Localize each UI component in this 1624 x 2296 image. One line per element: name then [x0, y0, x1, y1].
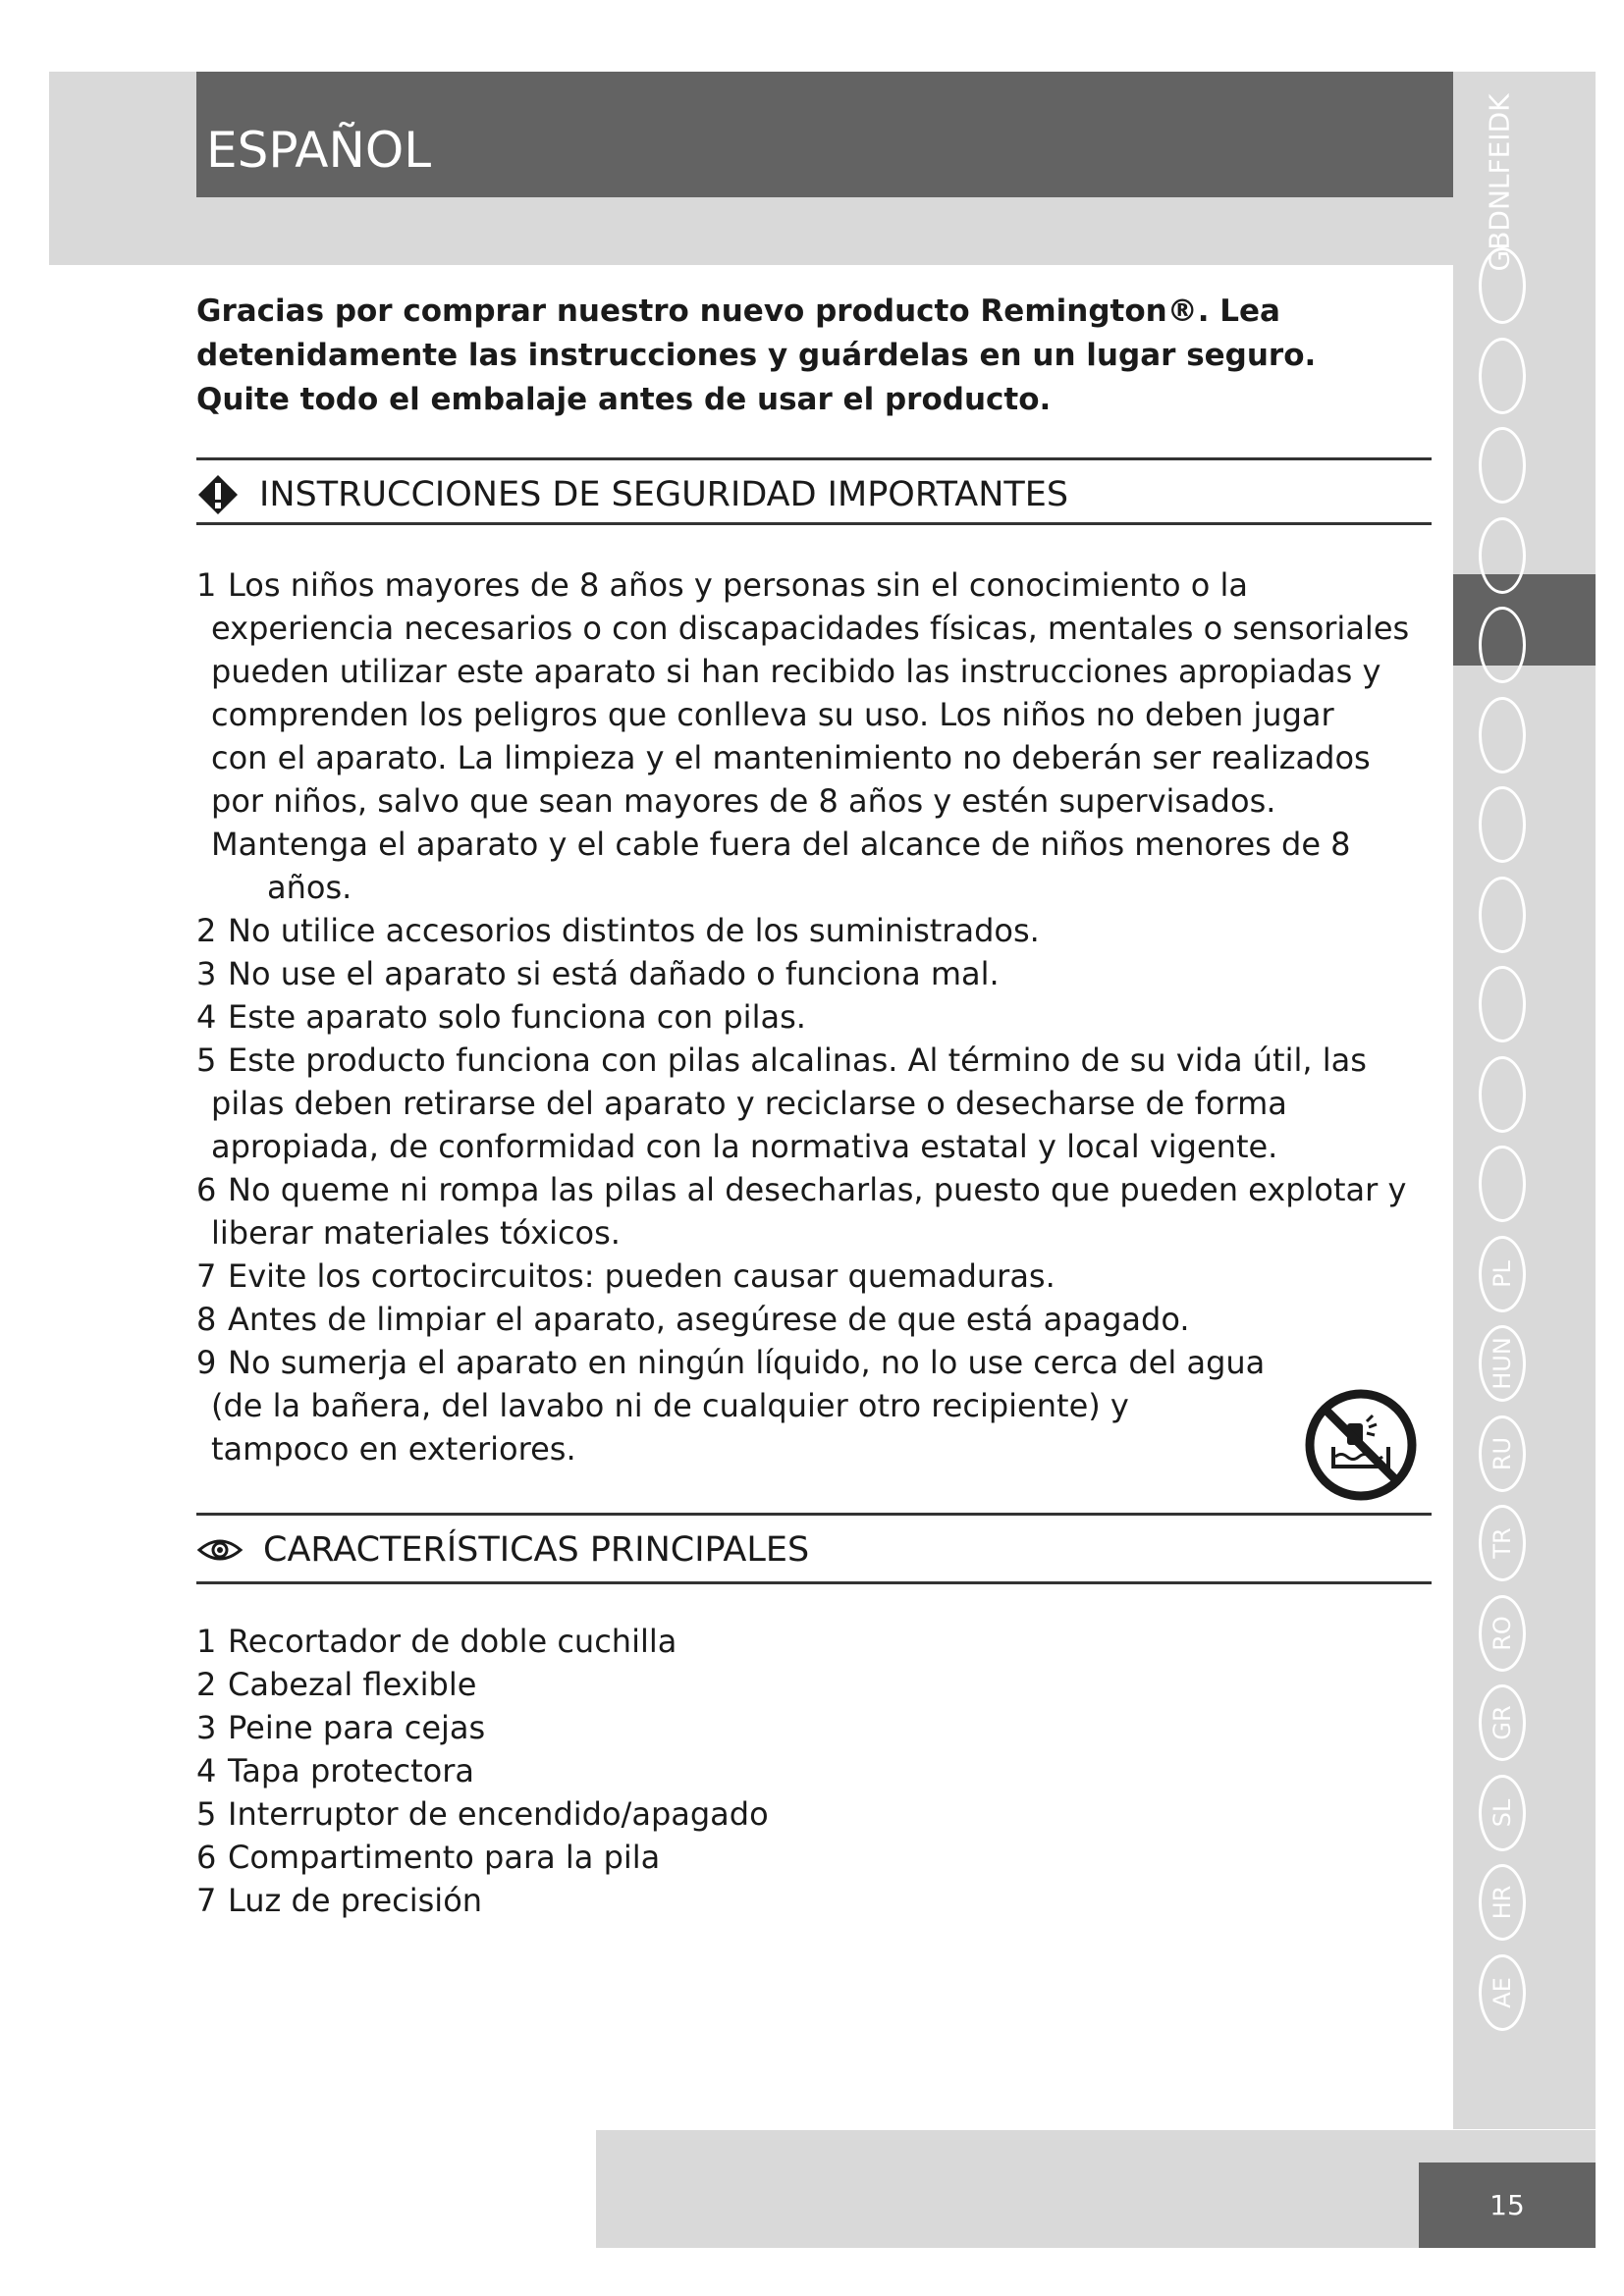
section-divider — [196, 522, 1432, 525]
language-tab-label: GR — [1489, 1705, 1516, 1740]
language-tab-label: TR — [1489, 1527, 1516, 1559]
features-list — [196, 1620, 769, 1922]
language-tab[interactable] — [1479, 1864, 1526, 1941]
section-divider — [196, 1513, 1432, 1516]
no-water-icon — [1304, 1388, 1418, 1502]
list-item: 1 Los niños mayores de 8 años y personas sin el conocimiento o la — [196, 566, 1248, 604]
section-divider — [196, 457, 1432, 460]
language-tab[interactable] — [1479, 1325, 1526, 1402]
list-item: 9 No sumerja el aparato en ningún líquido, no lo use cerca del agua — [196, 1344, 1266, 1381]
language-tab-label: RO — [1489, 1616, 1516, 1651]
language-tab[interactable] — [1479, 1595, 1526, 1672]
list-item: 2 Cabezal flexible — [196, 1666, 477, 1703]
language-tab-label: SL — [1489, 1798, 1516, 1828]
intro-line: detenidamente las instrucciones y guárdelas en un lugar seguro. — [196, 338, 1317, 373]
language-tab-label: AE — [1489, 1977, 1516, 2008]
list-item: 4 Tapa protectora — [196, 1752, 475, 1789]
list-item: 6 Compartimento para la pila — [196, 1839, 661, 1876]
intro-line: Gracias por comprar nuestro nuevo producto Remington®. Lea — [196, 294, 1280, 329]
safety-list: 1 Los niños mayores de 8 años y personas sin el conocimiento o la experiencia necesarios o con discapacidades físicas, mentales o sensoriales pueden utilizar este aparato si han recibido las instrucciones apropiadas y comprenden los peligros que conlleva su uso. Los niños no deben jugar con el aparato. La limpieza y el mantenimiento no deberán ser realizados por niños, salvo que sean mayores de 8 años y estén supervisados. Mantenga el aparato y el cable fuera del alcance de niños menores de 8 años. 2 No utilice accesorios distintos de los suministrados. 3 No use el aparato si está dañado o funciona mal. 4 Este aparato solo funciona con pilas. 5 Este producto funciona con pilas alcalinas. Al término de su vida útil, las pilas deben retirarse del aparato y reciclarse o desecharse de forma apropiada, de conformidad con la normativa estatal y local vigente. 6 No queme ni rompa las pilas al desecharlas, puesto que pueden explotar y liberar materiales tóxicos. 7 Evite los cortocircuitos: pueden causar quemaduras. 8 Antes de limpiar el aparato, asegúrese de que está apagado. 9 No sumerja el aparato en ningún líquido, no lo use cerca del agua (de la bañera, del lavabo ni de cualquier otro recipiente) y tampoco en exteriores. — [196, 563, 1409, 1470]
page-number-box — [1419, 2163, 1596, 2248]
language-tab[interactable] — [1479, 427, 1526, 504]
language-tab-label: HUN — [1489, 1337, 1516, 1390]
list-item: 3 Peine para cejas — [196, 1709, 486, 1746]
language-code-list: GBDNLFEIDK — [1483, 93, 1516, 272]
list-item: 1 Recortador de doble cuchilla — [196, 1623, 677, 1660]
language-tab-label: RU — [1489, 1436, 1516, 1471]
language-tab[interactable] — [1479, 607, 1526, 683]
list-item: 8 Antes de limpiar el aparato, asegúrese de que está apagado. — [196, 1301, 1190, 1338]
title-bar — [196, 72, 1453, 197]
language-tab[interactable] — [1479, 1146, 1526, 1222]
features-heading — [196, 1519, 809, 1581]
language-tab-label: HR — [1489, 1885, 1516, 1920]
page-number: 15 — [1489, 2189, 1525, 2221]
intro-line: Quite todo el embalaje antes de usar el producto. — [196, 382, 1052, 417]
list-item: 7 Evite los cortocircuitos: pueden causar quemaduras. — [196, 1257, 1056, 1295]
language-tab[interactable] — [1479, 1954, 1526, 2031]
safety-heading — [196, 463, 1068, 526]
list-item: 2 No utilice accesorios distintos de los suministrados. — [196, 912, 1040, 949]
language-tab[interactable] — [1479, 338, 1526, 414]
language-tab[interactable] — [1479, 697, 1526, 774]
language-tab[interactable] — [1479, 877, 1526, 953]
language-tab[interactable] — [1479, 1775, 1526, 1851]
language-tab[interactable] — [1479, 517, 1526, 594]
intro-text — [196, 290, 1424, 422]
list-item: 6 No queme ni rompa las pilas al desecharlas, puesto que pueden explotar y — [196, 1171, 1407, 1208]
list-item: 3 No use el aparato si está dañado o funciona mal. — [196, 955, 1000, 992]
list-item: 5 Interruptor de encendido/apagado — [196, 1795, 769, 1833]
language-tab[interactable] — [1479, 1505, 1526, 1581]
safety-heading-text: INSTRUCCIONES DE SEGURIDAD IMPORTANTES — [259, 475, 1069, 514]
language-tab[interactable] — [1479, 786, 1526, 863]
list-item: 4 Este aparato solo funciona con pilas. — [196, 998, 806, 1036]
language-tab[interactable] — [1479, 966, 1526, 1042]
language-tab-label: PL — [1489, 1260, 1516, 1288]
language-tab[interactable] — [1479, 1236, 1526, 1312]
eye-icon — [196, 1536, 244, 1564]
features-heading-text: CARACTERÍSTICAS PRINCIPALES — [263, 1530, 810, 1570]
language-tab[interactable] — [1479, 1684, 1526, 1761]
language-tab[interactable] — [1479, 247, 1526, 324]
page-title: ESPAÑOL — [206, 122, 432, 179]
list-item: 7 Luz de precisión — [196, 1882, 483, 1919]
language-tab[interactable] — [1479, 1415, 1526, 1492]
language-tab[interactable] — [1479, 1056, 1526, 1133]
warning-icon — [196, 473, 240, 516]
section-divider — [196, 1581, 1432, 1584]
list-item: 5 Este producto funciona con pilas alcalinas. Al término de su vida útil, las — [196, 1041, 1367, 1079]
